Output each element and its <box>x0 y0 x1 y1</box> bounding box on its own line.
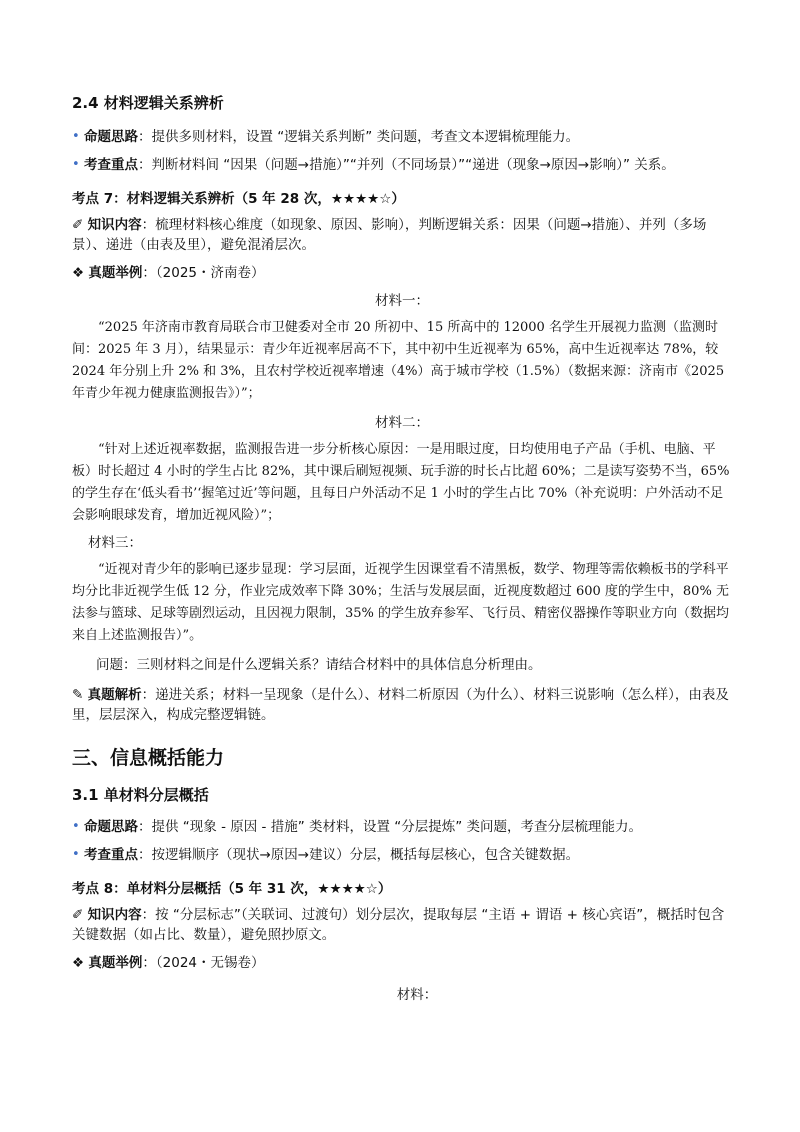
example-label: 真题举例 <box>88 265 143 281</box>
bullet-focus <box>72 155 732 175</box>
analysis-label: 真题解析 <box>87 687 142 703</box>
example-text: ：（2025・济南卷） <box>142 265 265 281</box>
bullet-focus <box>72 845 732 865</box>
bullet-proposition <box>72 817 732 837</box>
bullet-text: ：提供 “现象 - 原因 - 措施” 类材料，设置 “分层提炼” 类问题，考查分层梳理能力。 <box>138 819 643 835</box>
section-title-2-4: 2.4 材料逻辑关系辨析 <box>72 94 224 112</box>
example-text: ：（2024・无锡卷） <box>142 955 265 971</box>
pencil-icon: ✐ <box>72 217 84 233</box>
knowledge-text: ：按 “分层标志”（关联词、过渡句）划分层次，提取每层 “主语 + 谓语 + 核心宾语”，概括时包含关键数据（如占比、数量），避免照抄原文。 <box>72 907 725 943</box>
bullet-dot-icon: • <box>72 129 80 144</box>
bullet-dot-icon: • <box>72 847 80 862</box>
bullet-text: ：按逻辑顺序（现状→原因→建议）分层，概括每层核心，包含关键数据。 <box>138 847 580 863</box>
answer-analysis <box>72 685 732 725</box>
diamond-icon: ❖ <box>72 955 85 971</box>
material-1-text: “2025 年济南市教育局联合市卫健委对全市 20 所初中、15 所高中的 12000 名学生开展视力监测（监测时间：2025 年 3 月），结果显示：青少年近视率居高不下，其中初中生近视率为 65%，高中生近视率达 78%，较 2024 年分别上升 2% 和 3%，且农村学校近视率增速（4%）高于城市学校（1.5%）（数据来源：济南市《2025 年青少年视力健康监测报告》）”； <box>72 320 725 401</box>
material-1-title: 材料一： <box>375 293 429 309</box>
key-point-7-heading: 考点 7：材料逻辑关系辨析（5 年 28 次，★★★★☆） <box>72 191 405 207</box>
analysis-text: ：递进关系；材料一呈现象（是什么）、材料二析原因（为什么）、材料三说影响（怎么样），由表及里，层层深入，构成完整逻辑链。 <box>72 687 729 723</box>
document-page <box>72 92 732 1003</box>
knowledge-content <box>72 215 732 255</box>
bullet-dot-icon: • <box>72 157 80 172</box>
material-2-title: 材料二： <box>375 415 429 431</box>
bullet-label: 命题思路 <box>84 819 138 835</box>
material-3-title: 材料三： <box>88 535 142 551</box>
bullet-proposition <box>72 127 732 147</box>
bullet-label: 考查重点 <box>84 847 138 863</box>
bullet-dot-icon: • <box>72 819 80 834</box>
diamond-icon: ❖ <box>72 265 85 281</box>
key-point-8-heading: 考点 8：单材料分层概括（5 年 31 次，★★★★☆） <box>72 881 392 897</box>
example-label: 真题举例 <box>88 955 143 971</box>
question-text: 问题：三则材料之间是什么逻辑关系？请结合材料中的具体信息分析理由。 <box>96 657 542 673</box>
bullet-text: ：判断材料间 “因果（问题→措施）”“并列（不同场景）”“递进（现象→原因→影响）” 关系。 <box>138 157 675 173</box>
material-title: 材料： <box>396 987 438 1003</box>
knowledge-label: 知识内容 <box>87 907 142 923</box>
exam-example <box>72 953 732 973</box>
knowledge-text: ：梳理材料核心维度（如现象、原因、影响），判断逻辑关系：因果（问题→措施）、并列（多场景）、递进（由表及里），避免混淆层次。 <box>72 217 707 253</box>
knowledge-content <box>72 905 732 945</box>
chapter-title: 三、信息概括能力 <box>72 747 225 769</box>
material-2-text: “针对上述近视率数据，监测报告进一步分析核心原因：一是用眼过度，日均使用电子产品（手机、电脑、平板）时长超过 4 小时的学生占比 82%，其中课后刷短视频、玩手游的时长占比超 60%；二是读写姿势不当，65% 的学生存在‘低头看书’‘握笔过近’等问题，且每日户外活动不足 1 小时的学生占比 70%（补充说明：户外活动不足会影响眼球发育，增加近视风险）”； <box>72 442 730 523</box>
exam-example <box>72 263 732 283</box>
bullet-text: ：提供多则材料，设置 “逻辑关系判断” 类问题，考查文本逻辑梳理能力。 <box>138 129 580 145</box>
bullet-label: 命题思路 <box>84 129 138 145</box>
pen-icon: ✎ <box>72 687 84 703</box>
pencil-icon: ✐ <box>72 907 84 923</box>
material-3-text: “近视对青少年的影响已逐步显现：学习层面，近视学生因课堂看不清黑板，数学、物理等需依赖板书的学科平均分比非近视学生低 12 分，作业完成效率下降 30%；生活与发展层面，近视度数超过 600 度的学生中，80% 无法参与篮球、足球等剧烈运动，且因视力限制，35% 的学生放弃参军、飞行员、精密仪器操作等职业方向（数据均来自上述监测报告）”。 <box>72 562 730 643</box>
section-title-3-1: 3.1 单材料分层概括 <box>72 786 209 804</box>
knowledge-label: 知识内容 <box>87 217 142 233</box>
bullet-label: 考查重点 <box>84 157 138 173</box>
